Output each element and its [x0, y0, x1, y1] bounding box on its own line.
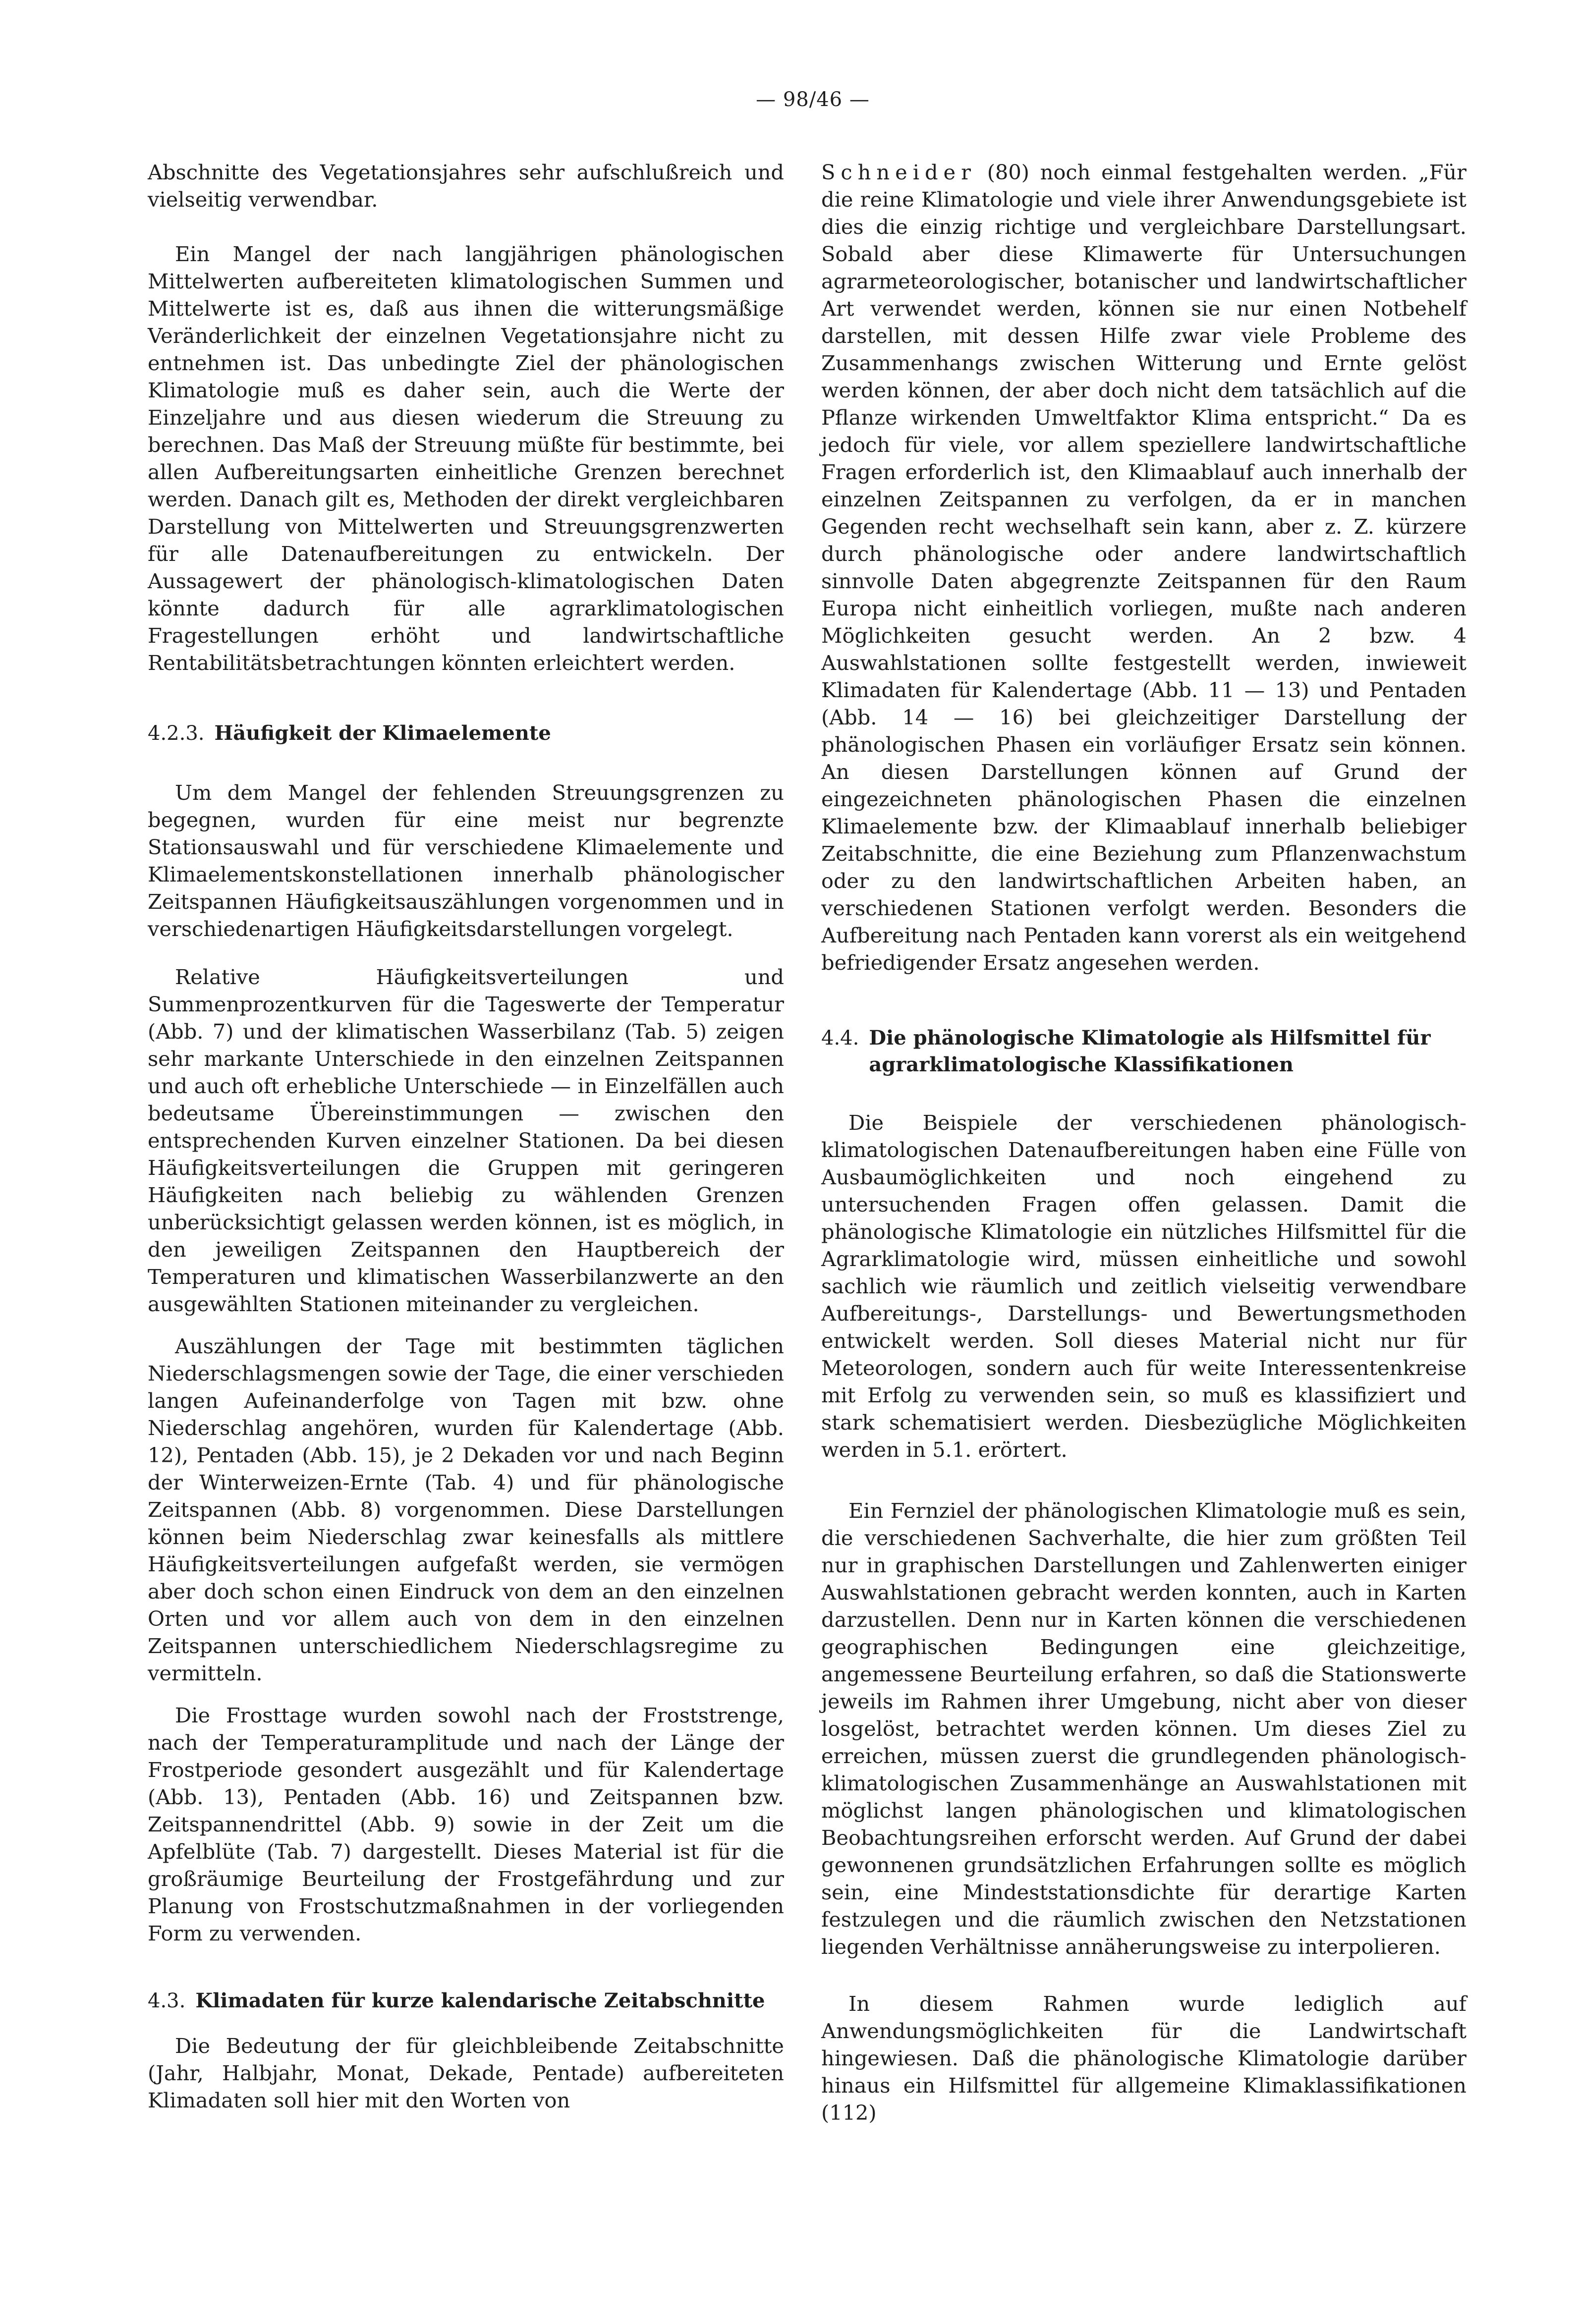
section-number: 4.3. [148, 1990, 186, 2012]
paragraph: Ein Mangel der nach langjährigen phänologischen Mittelwerten aufbereiteten klimatologischen Summen und Mittelwerte ist es, daß aus ihnen die witterungsmäßige Veränderlichkeit der einzelnen Vegetationsjahre nicht zu entnehmen ist. Das unbedingte Ziel der phänologischen Klimatologie muß es daher sein, auch die Werte der Einzeljahre und aus diesen wiederum die Streuung zu berechnen. Das Maß der Streuung müßte für bestimmte, bei allen Aufbereitungsarten einheitliche Grenzen berechnet werden. Danach gilt es, Methoden der direkt vergleichbaren Darstellung von Mittelwerten und Streuungsgrenzwerten für alle Datenaufbereitungen zu entwickeln. Der Aussagewert der phänologisch-klimatologischen Daten könnte dadurch für alle agrarklimatologischen Fragestellungen erhöht und landwirtschaftliche Rentabilitätsbetrachtungen könnten erleichtert werden. [148, 242, 784, 675]
paragraph: Ein Fernziel der phänologischen Klimatologie muß es sein, die verschiedenen Sachverhalte, die hier zum größten Teil nur in graphischen Darstellungen und Zahlenwerten einiger Auswahlstationen gebracht werden konnten, auch in Karten darzustellen. Denn nur in Karten können die verschiedenen geographischen Bedingungen eine gleichzeitige, angemessene Beurteilung erfahren, so daß die Stationswerte jeweils im Rahmen ihrer Umgebung, nicht aber von dieser losgelöst, betrachtet werden können. Um dieses Ziel zu erreichen, müssen zuerst die grundlegenden phänologisch-klimatologischen Zusammenhänge an Auswahlstationen mit möglichst langen phänologischen und klimatologischen Beobachtungsreihen erforscht werden. Auf Grund der dabei gewonnenen grundsätzlichen Erfahrungen sollte es möglich sein, eine Mindeststationsdichte für derartige Karten festzulegen und die räumlich zwischen den Netzstationen liegenden Verhältnisse annäherungsweise zu interpolieren. [821, 1498, 1466, 1959]
section-title: Die phänologische Klimatologie als Hilfsmittel für agrarklimatologische Klassifikationen [869, 1026, 1431, 1076]
section-heading-4-2-3 [148, 720, 784, 747]
page-number: — 98/46 — [756, 88, 870, 111]
paragraph: In diesem Rahmen wurde lediglich auf Anwendungsmöglichkeiten für die Landwirtschaft hingewiesen. Daß die phänologische Klimatologie darüber hinaus ein Hilfsmittel für allgemeine Klimaklassifikationen (112) [821, 1992, 1466, 2125]
right-column [821, 159, 1466, 2126]
section-heading-4-3 [148, 1988, 784, 2014]
author-name: Schneider [821, 160, 976, 184]
paragraph: Auszählungen der Tage mit bestimmten täglichen Niederschlagsmengen sowie der Tage, die einer verschieden langen Aufeinanderfolge von Tagen mit bzw. ohne Niederschlag angehören, wurden für Kalendertage (Abb. 12), Pentaden (Abb. 15), je 2 Dekaden vor und nach Beginn der Winterweizen-Ernte (Tab. 4) und für phänologische Zeitspannen (Abb. 8) vorgenommen. Diese Darstellungen können beim Niederschlag zwar keinesfalls als mittlere Häufigkeitsverteilungen aufgefaßt werden, sie vermögen aber doch schon einen Eindruck von dem an den einzelnen Orten und vor allem auch von dem in den einzelnen Zeitspannen unterschiedlichem Niederschlagsregime zu vermitteln. [148, 1334, 784, 1685]
paragraph: Um dem Mangel der fehlenden Streuungsgrenzen zu begegnen, wurden für eine meist nur begrenzte Stationsauswahl und für verschiedene Klimaelemente und Klimaelementskonstellationen innerhalb phänologischer Zeitspannen Häufigkeitsauszählungen vorgenommen und in verschiedenartigen Häufigkeitsdarstellungen vorgelegt. [148, 780, 784, 941]
section-title: Klimadaten für kurze kalendarische Zeitabschnitte [195, 1989, 765, 2012]
paragraph-text: (80) noch einmal festgehalten werden. „Für die reine Klimatologie und viele ihrer Anwendungsgebiete ist dies die einzig richtige und vergleichbare Darstellungsart. Sobald aber diese Klimawerte für Untersuchungen agrarmeteorologischer, botanischer und landwirtschaftlicher Art verwendet werden, können sie nur einen Notbehelf darstellen, mit dessen Hilfe zwar viele Probleme des Zusammenhangs zwischen Witterung und Ernte gelöst werden können, der aber doch nicht dem tatsächlich auf die Pflanze wirkenden Umweltfaktor Klima entspricht.“ Da es jedoch für viele, vor allem speziellere landwirtschaftliche Fragen erforderlich ist, den Klimaablauf auch innerhalb der einzelnen Zeitspannen zu verfolgen, da er in manchen Gegenden recht wechselhaft sein kann, aber z. Z. kürzere durch phänologische oder andere landwirtschaftlich sinnvolle Daten abgegrenzte Zeitspannen für den Raum Europa nicht einheitlich vorliegen, mußte nach anderen Möglichkeiten gesucht werden. An 2 bzw. 4 Auswahlstationen sollte festgestellt werden, inwieweit Klimadaten für Kalendertage (Abb. 11 — 13) und Pentaden (Abb. 14 — 16) bei gleichzeitiger Darstellung der phänologischen Phasen ein vorläufiger Ersatz sein können. An diesen Darstellungen können auf Grund der eingezeichneten phänologischen Phasen die einzelnen Klimaelemente bzw. der Klimaablauf innerhalb beliebiger Zeitabschnitte, die eine Beziehung zum Pflanzenwachstum oder zu den landwirtschaftlichen Arbeiten haben, an verschiedenen Stationen verfolgt werden. Besonders die Aufbereitung nach Pentaden kann vorerst als ein weitgehend befriedigender Ersatz angesehen werden. [821, 160, 1466, 975]
section-title: Häufigkeit der Klimaelemente [214, 721, 551, 745]
paragraph: Die Frosttage wurden sowohl nach der Froststrenge, nach der Temperaturamplitude und nach der Länge der Frostperiode gesondert ausgezählt und für Kalendertage (Abb. 13), Pentaden (Abb. 16) und Zeitspannen bzw. Zeitspannendrittel (Abb. 9) sowie in der Zeit um die Apfelblüte (Tab. 7) dargestellt. Dieses Material ist für die großräumige Beurteilung der Frostgefährdung und zur Planung von Frostschutzmaßnahmen in der vorliegenden Form zu verwenden. [148, 1703, 784, 1945]
left-column [148, 159, 784, 2114]
paragraph: Die Bedeutung der für gleichbleibende Zeitabschnitte (Jahr, Halbjahr, Monat, Dekade, Pentade) aufbereiteten Klimadaten soll hier mit den Worten von [148, 2034, 784, 2112]
paragraph: Die Beispiele der verschiedenen phänologisch-klimatologischen Datenaufbereitungen haben eine Fülle von Ausbaumöglichkeiten und noch eingehend zu untersuchenden Fragen offen gelassen. Damit die phänologische Klimatologie ein nützliches Hilfsmittel für die Agrarklimatologie wird, müssen einheitliche und sowohl sachlich wie räumlich und zeitlich vielseitig verwendbare Aufbereitungs-, Darstellungs- und Bewertungsmethoden entwickelt werden. Soll dieses Material nicht nur für Meteorologen, sondern auch für weite Interessentenkreise mit Erfolg zu verwenden sein, so muß es klassifiziert und stark schematisiert werden. Diesbezügliche Möglichkeiten werden in 5.1. erörtert. [821, 1110, 1466, 1462]
section-heading-4-4 [821, 1025, 1466, 1078]
paragraph: Abschnitte des Vegetationsjahres sehr aufschlußreich und vielseitig verwendbar. [148, 160, 784, 212]
section-number: 4.4. [821, 1027, 859, 1050]
section-number: 4.2.3. [148, 722, 205, 745]
paragraph [821, 159, 1466, 976]
paragraph: Relative Häufigkeitsverteilungen und Summenprozentkurven für die Tageswerte der Temperatur (Abb. 7) und der klimatischen Wasserbilanz (Tab. 5) zeigen sehr markante Unterschiede in den einzelnen Zeitspannen und auch oft erhebliche Unterschiede — in Einzelfällen auch bedeutsame Übereinstimmungen — zwischen den entsprechenden Kurven einzelner Stationen. Da bei diesen Häufigkeitsverteilungen die Gruppen mit geringeren Häufigkeiten nach beliebig zu wählenden Grenzen unberücksichtigt gelassen werden können, ist es möglich, in den jeweiligen Zeitspannen den Hauptbereich der Temperaturen und klimatischen Wasserbilanzwerte an den ausgewählten Stationen miteinander zu vergleichen. [148, 965, 784, 1316]
